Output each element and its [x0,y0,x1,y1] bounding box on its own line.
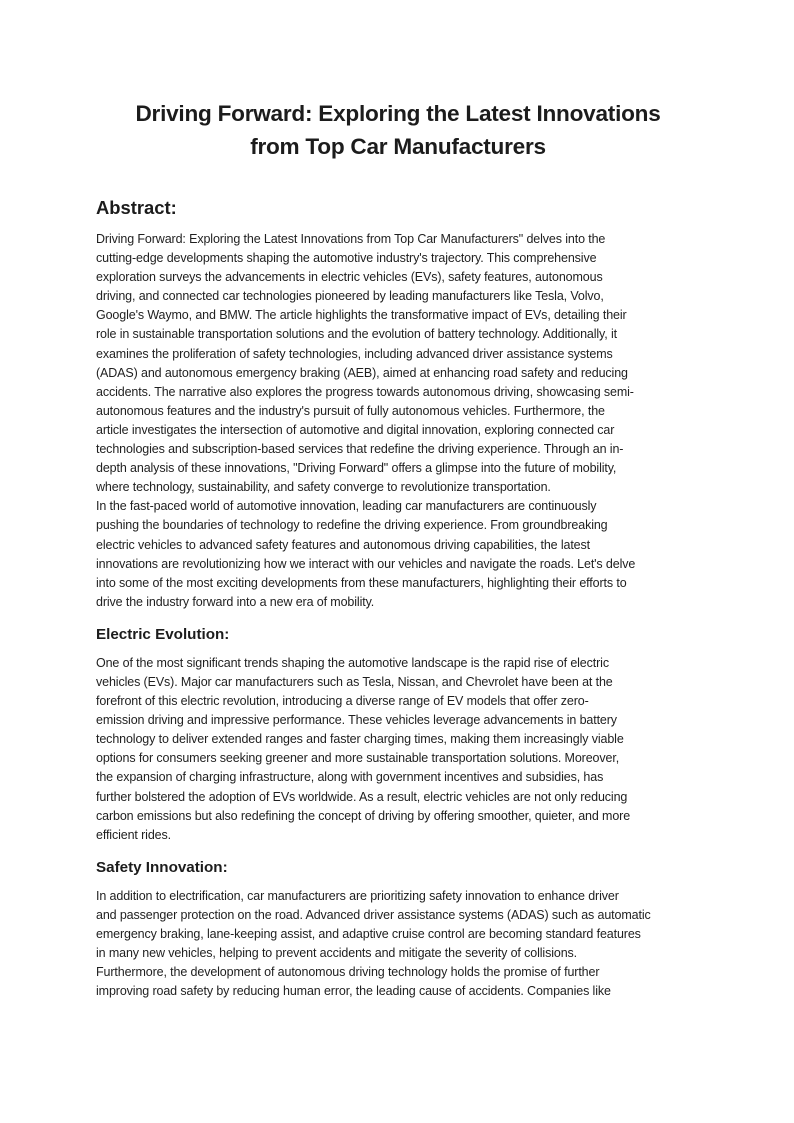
section-paragraph-safety-innovation [96,887,700,1002]
text-line: depth analysis of these innovations, "Driving Forward" offers a glimpse into the future of mobility, [96,461,617,476]
text-line: (ADAS) and autonomous emergency braking (AEB), aimed at enhancing road safety and reducing [96,365,628,380]
text-line: drive the industry forward into a new era of mobility. [96,594,375,609]
text-line: article investigates the intersection of automotive and digital innovation, exploring connected car [96,422,615,437]
text-line: accidents. The narrative also explores the progress towards autonomous driving, showcasing semi- [96,384,634,399]
text-line: options for consumers seeking greener and more sustainable transportation solutions. Moreover, [96,751,620,766]
title-line: Driving Forward: Exploring the Latest Innovations [135,101,661,126]
text-line: examines the proliferation of safety technologies, including advanced driver assistance systems [96,346,613,361]
text-line: and passenger protection on the road. Advanced driver assistance systems (ADAS) such as automatic [96,907,651,922]
text-line: In addition to electrification, car manufacturers are prioritizing safety innovation to enhance driver [96,888,619,903]
text-line: emission driving and impressive performance. These vehicles leverage advancements in battery [96,713,617,728]
title-line: from Top Car Manufacturers [250,134,546,159]
text-line: exploration surveys the advancements in electric vehicles (EVs), safety features, autonomous [96,270,603,285]
abstract-paragraph [96,230,700,612]
text-line: efficient rides. [96,827,171,842]
text-line: forefront of this electric revolution, introducing a diverse range of EV models that offer zero- [96,694,589,709]
text-line: into some of the most exciting developments from these manufacturers, highlighting their efforts to [96,575,627,590]
text-line: Google's Waymo, and BMW. The article highlights the transformative impact of EVs, detailing their [96,308,627,323]
section-heading-safety-innovation: Safety Innovation: [96,858,228,876]
text-line: Driving Forward: Exploring the Latest Innovations from Top Car Manufacturers" delves into the [96,232,606,246]
text-line: in many new vehicles, helping to prevent accidents and mitigate the severity of collisions. [96,946,578,961]
section-heading-electric-evolution: Electric Evolution: [96,625,230,643]
text-line: In the fast-paced world of automotive innovation, leading car manufacturers are continuously [96,499,597,514]
abstract-heading: Abstract: [96,197,177,218]
text-line: carbon emissions but also redefining the concept of driving by offering smoother, quieter, and more [96,808,631,823]
text-line: autonomous features and the industry's pursuit of fully autonomous vehicles. Furthermore, the [96,403,605,418]
section-paragraph-electric-evolution [96,654,700,845]
text-line: role in sustainable transportation solutions and the evolution of battery technology. Additionally, it [96,327,617,342]
text-line: further bolstered the adoption of EVs worldwide. As a result, electric vehicles are not only reducing [96,789,628,804]
text-line: electric vehicles to advanced safety features and autonomous driving capabilities, the latest [96,537,590,552]
text-line: cutting-edge developments shaping the automotive industry's trajectory. This comprehensive [96,251,597,266]
text-line: Furthermore, the development of autonomous driving technology holds the promise of further [96,965,600,980]
text-line: improving road safety by reducing human error, the leading cause of accidents. Companies like [96,984,611,999]
document-title [96,97,700,163]
text-line: innovations are revolutionizing how we interact with our vehicles and navigate the roads. Let's delve [96,556,636,571]
text-line: pushing the boundaries of technology to redefine the driving experience. From groundbreaking [96,518,608,533]
text-line: vehicles (EVs). Major car manufacturers such as Tesla, Nissan, and Chevrolet have been at the [96,674,613,689]
text-line: One of the most significant trends shaping the automotive landscape is the rapid rise of electric [96,655,609,670]
text-line: emergency braking, lane-keeping assist, and adaptive cruise control are becoming standard features [96,927,641,941]
text-line: technologies and subscription-based services that redefine the driving experience. Through an in- [96,442,624,457]
text-line: driving, and connected car technologies pioneered by leading manufacturers like Tesla, Volvo, [96,289,604,304]
text-line: where technology, sustainability, and safety converge to revolutionize transportation. [96,480,551,495]
text-line: technology to deliver extended ranges and faster charging times, making them increasingly viable [96,732,624,747]
document-page [96,0,700,1001]
text-line: the expansion of charging infrastructure, along with government incentives and subsidies, has [96,770,604,785]
